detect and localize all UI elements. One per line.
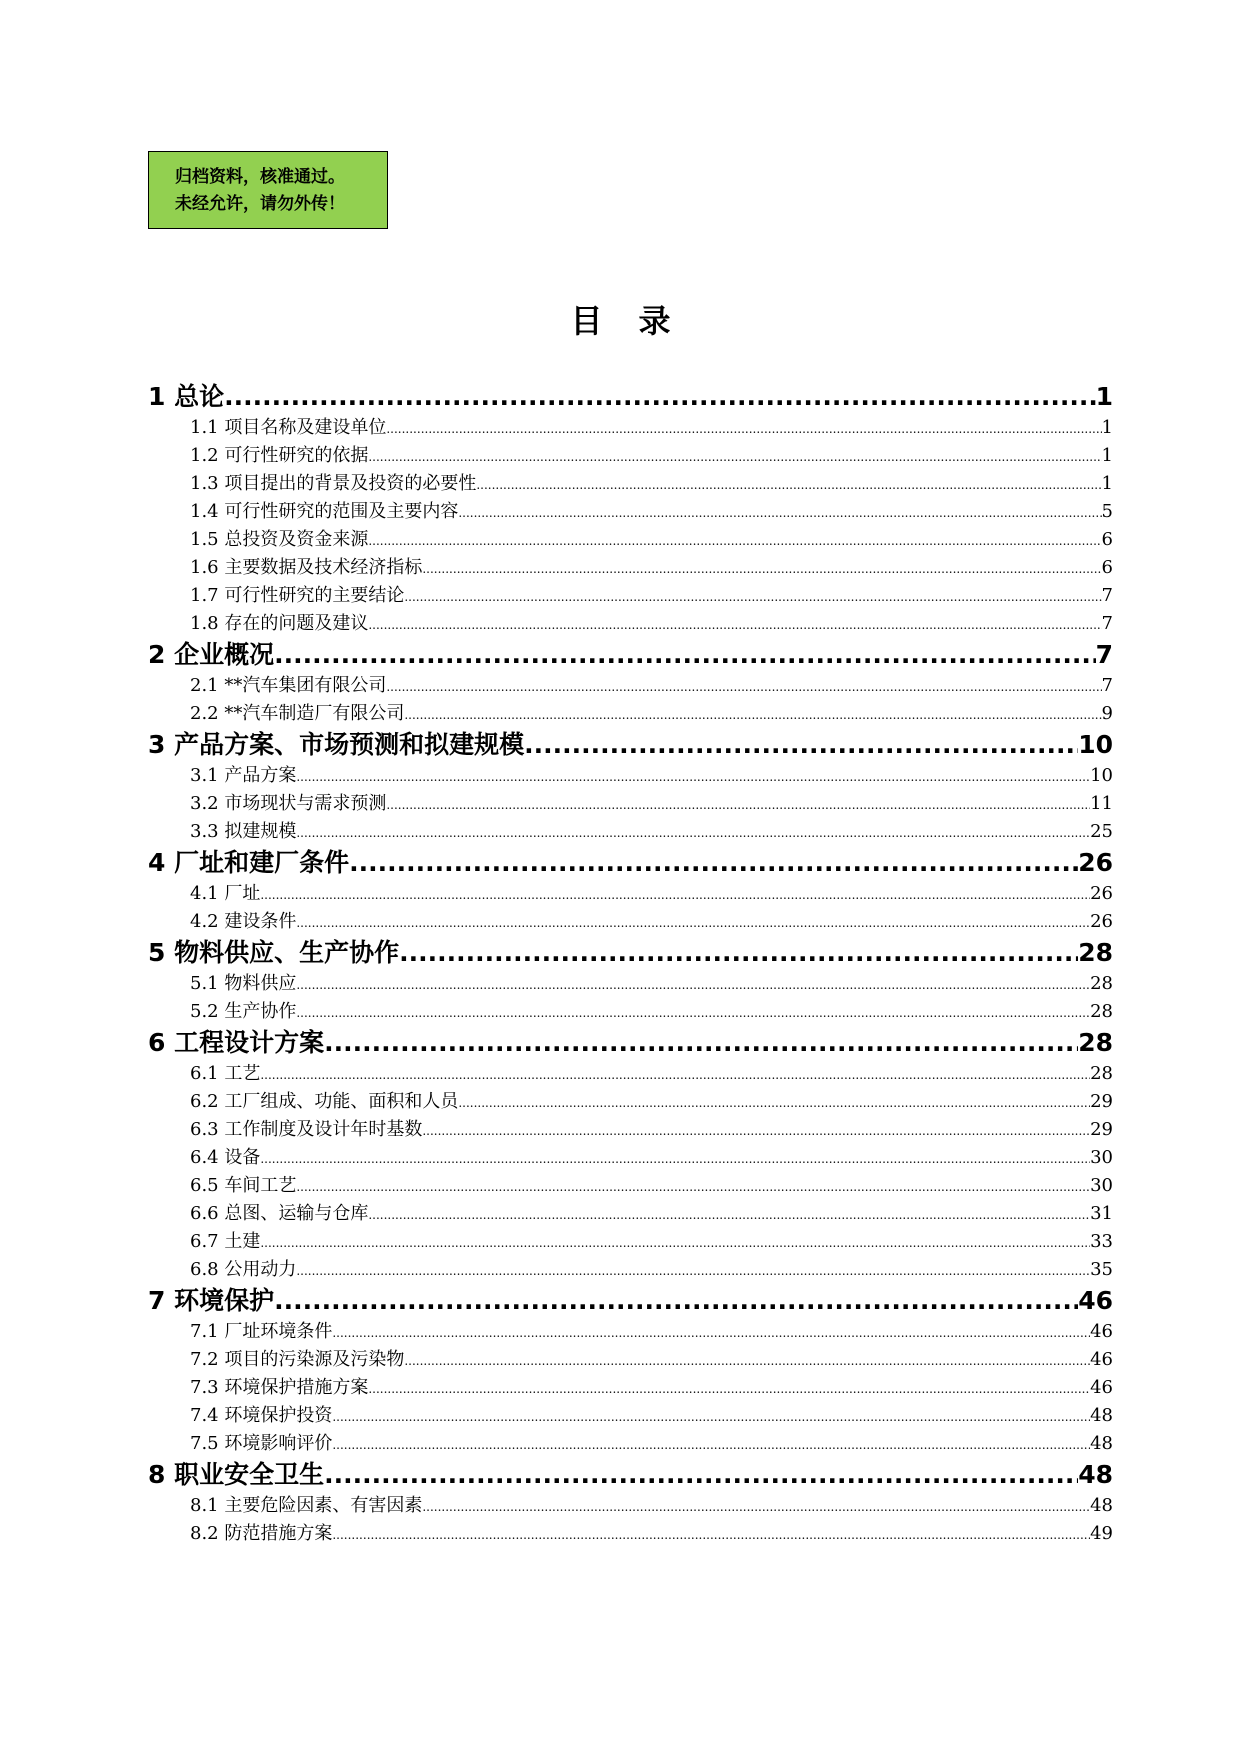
toc-section-label: 1.8 存在的问题及建议 <box>190 613 369 634</box>
toc-section-entry[interactable] <box>148 790 1113 818</box>
toc-section-entry[interactable] <box>148 1346 1113 1374</box>
toc-chapter-label: 7 环境保护 <box>148 1286 275 1315</box>
dot-leader <box>332 1319 1090 1346</box>
toc-section-label: 6.8 公用动力 <box>190 1259 297 1280</box>
toc-chapter-page-number: 10 <box>1078 730 1113 759</box>
toc-chapter-page-number: 26 <box>1078 848 1113 877</box>
toc-section-page-number: 6 <box>1101 557 1113 578</box>
toc-section-page-number: 7 <box>1101 675 1113 696</box>
dot-leader <box>349 846 1078 880</box>
toc-section-label: 3.1 产品方案 <box>190 765 297 786</box>
toc-section-page-number: 46 <box>1090 1349 1113 1370</box>
toc-section-entry[interactable] <box>148 526 1113 554</box>
toc-chapter-page-number: 28 <box>1078 938 1113 967</box>
toc-section-page-number: 28 <box>1090 1063 1113 1084</box>
toc-section-label: 5.2 生产协作 <box>190 1001 297 1022</box>
toc-section-page-number: 48 <box>1090 1495 1113 1516</box>
toc-section-label: 1.3 项目提出的背景及投资的必要性 <box>190 473 477 494</box>
toc-section-page-number: 1 <box>1101 445 1113 466</box>
toc-section-page-number: 30 <box>1090 1147 1113 1168</box>
toc-section-label: 8.1 主要危险因素、有害因素 <box>190 1495 423 1516</box>
toc-section-entry[interactable] <box>148 1060 1113 1088</box>
dot-leader <box>296 763 1090 790</box>
toc-section-label: 7.5 环境影响评价 <box>190 1433 333 1454</box>
toc-section-entry[interactable] <box>148 1088 1113 1116</box>
dot-leader <box>296 1173 1090 1200</box>
toc-section-entry[interactable] <box>148 414 1113 442</box>
toc-section-page-number: 28 <box>1090 1001 1113 1022</box>
toc-section-page-number: 26 <box>1090 911 1113 932</box>
toc-chapter-label: 2 企业概况 <box>148 640 275 669</box>
toc-section-label: 4.1 厂址 <box>190 883 261 904</box>
toc-section-label: 7.3 环境保护措施方案 <box>190 1377 369 1398</box>
toc-section-entry[interactable] <box>148 554 1113 582</box>
dot-leader <box>332 1403 1090 1430</box>
toc-section-page-number: 49 <box>1090 1523 1113 1544</box>
dot-leader <box>386 673 1101 700</box>
toc-section-label: 6.1 工艺 <box>190 1063 261 1084</box>
dot-leader <box>332 1521 1090 1548</box>
toc-chapter-label: 8 职业安全卫生 <box>148 1460 325 1489</box>
dot-leader <box>296 971 1090 998</box>
toc-section-page-number: 1 <box>1101 417 1113 438</box>
toc-section-label: 8.2 防范措施方案 <box>190 1523 333 1544</box>
toc-section-entry[interactable] <box>148 610 1113 638</box>
toc-section-label: 1.5 总投资及资金来源 <box>190 529 369 550</box>
dot-leader <box>296 819 1090 846</box>
dot-leader <box>296 999 1090 1026</box>
toc-section-entry[interactable] <box>148 908 1113 936</box>
dot-leader <box>324 1026 1078 1060</box>
toc-section-entry[interactable] <box>148 1402 1113 1430</box>
toc-section-label: 4.2 建设条件 <box>190 911 297 932</box>
toc-chapter-page-number: 1 <box>1095 382 1113 411</box>
dot-leader <box>399 936 1078 970</box>
toc-chapter-page-number: 46 <box>1078 1286 1113 1315</box>
toc-section-page-number: 29 <box>1090 1119 1113 1140</box>
toc-section-label: 1.4 可行性研究的范围及主要内容 <box>190 501 459 522</box>
toc-chapter-label: 1 总论 <box>148 382 225 411</box>
toc-section-entry[interactable] <box>148 880 1113 908</box>
toc-section-entry[interactable] <box>148 442 1113 470</box>
toc-chapter-entry[interactable] <box>148 728 1113 762</box>
toc-section-label: 2.1 **汽车集团有限公司 <box>190 675 387 696</box>
toc-section-page-number: 33 <box>1090 1231 1113 1252</box>
toc-section-page-number: 5 <box>1101 501 1113 522</box>
dot-leader <box>224 380 1095 414</box>
dot-leader <box>404 583 1101 610</box>
dot-leader <box>476 471 1101 498</box>
toc-section-entry[interactable] <box>148 1256 1113 1284</box>
toc-chapter-page-number: 28 <box>1078 1028 1113 1057</box>
toc-section-entry[interactable] <box>148 672 1113 700</box>
dot-leader <box>368 527 1101 554</box>
toc-section-page-number: 7 <box>1101 613 1113 634</box>
toc-section-page-number: 46 <box>1090 1377 1113 1398</box>
toc-section-page-number: 48 <box>1090 1405 1113 1426</box>
toc-section-entry[interactable] <box>148 1144 1113 1172</box>
table-of-contents <box>148 380 1113 1548</box>
dot-leader <box>368 443 1101 470</box>
toc-section-entry[interactable] <box>148 1228 1113 1256</box>
toc-section-label: 6.4 设备 <box>190 1147 261 1168</box>
dot-leader <box>260 881 1090 908</box>
dot-leader <box>296 909 1090 936</box>
toc-section-label: 1.1 项目名称及建设单位 <box>190 417 387 438</box>
dot-leader <box>332 1431 1090 1458</box>
dot-leader <box>260 1145 1090 1172</box>
toc-section-page-number: 11 <box>1090 793 1113 814</box>
toc-section-entry[interactable] <box>148 1374 1113 1402</box>
toc-section-entry[interactable] <box>148 1520 1113 1548</box>
notice-line-1: 归档资料，核准通过。 <box>175 167 345 187</box>
toc-section-entry[interactable] <box>148 1200 1113 1228</box>
toc-chapter-label: 6 工程设计方案 <box>148 1028 325 1057</box>
dot-leader <box>386 415 1101 442</box>
toc-chapter-entry[interactable] <box>148 846 1113 880</box>
toc-section-label: 3.3 拟建规模 <box>190 821 297 842</box>
toc-section-page-number: 35 <box>1090 1259 1113 1280</box>
dot-leader <box>386 791 1090 818</box>
dot-leader <box>324 1458 1078 1492</box>
toc-section-label: 3.2 市场现状与需求预测 <box>190 793 387 814</box>
toc-section-label: 6.5 车间工艺 <box>190 1175 297 1196</box>
toc-section-entry[interactable] <box>148 582 1113 610</box>
dot-leader <box>368 1375 1090 1402</box>
dot-leader <box>458 499 1101 526</box>
toc-section-entry[interactable] <box>148 1492 1113 1520</box>
toc-section-label: 1.2 可行性研究的依据 <box>190 445 369 466</box>
toc-section-page-number: 10 <box>1090 765 1113 786</box>
toc-section-label: 2.2 **汽车制造厂有限公司 <box>190 703 405 724</box>
dot-leader <box>524 728 1078 762</box>
toc-section-entry[interactable] <box>148 470 1113 498</box>
toc-section-label: 7.2 项目的污染源及污染物 <box>190 1349 405 1370</box>
toc-section-entry[interactable] <box>148 998 1113 1026</box>
toc-section-label: 6.2 工厂组成、功能、面积和人员 <box>190 1091 459 1112</box>
dot-leader <box>274 1284 1078 1318</box>
dot-leader <box>296 1257 1090 1284</box>
notice-line-2: 未经允许，请勿外传！ <box>175 194 345 214</box>
toc-section-page-number: 31 <box>1090 1203 1113 1224</box>
toc-section-label: 7.4 环境保护投资 <box>190 1405 333 1426</box>
toc-section-entry[interactable] <box>148 970 1113 998</box>
dot-leader <box>422 1117 1090 1144</box>
toc-chapter-entry[interactable] <box>148 1458 1113 1492</box>
archive-notice-box <box>148 151 388 229</box>
toc-chapter-entry[interactable] <box>148 936 1113 970</box>
toc-chapter-entry[interactable] <box>148 1284 1113 1318</box>
toc-section-page-number: 30 <box>1090 1175 1113 1196</box>
toc-chapter-label: 3 产品方案、市场预测和拟建规模 <box>148 730 525 759</box>
toc-section-label: 6.6 总图、运输与仓库 <box>190 1203 369 1224</box>
toc-section-page-number: 1 <box>1101 473 1113 494</box>
toc-chapter-label: 5 物料供应、生产协作 <box>148 938 400 967</box>
toc-chapter-page-number: 7 <box>1095 640 1113 669</box>
dot-leader <box>422 1493 1090 1520</box>
toc-section-page-number: 48 <box>1090 1433 1113 1454</box>
toc-section-entry[interactable] <box>148 1172 1113 1200</box>
dot-leader <box>422 555 1101 582</box>
toc-chapter-label: 4 厂址和建厂条件 <box>148 848 350 877</box>
dot-leader <box>260 1061 1090 1088</box>
toc-section-label: 5.1 物料供应 <box>190 973 297 994</box>
toc-section-label: 6.3 工作制度及设计年时基数 <box>190 1119 423 1140</box>
toc-section-entry[interactable] <box>148 498 1113 526</box>
toc-section-page-number: 26 <box>1090 883 1113 904</box>
dot-leader <box>404 1347 1090 1374</box>
toc-section-label: 6.7 土建 <box>190 1231 261 1252</box>
toc-section-entry[interactable] <box>148 818 1113 846</box>
toc-chapter-entry[interactable] <box>148 1026 1113 1060</box>
toc-section-page-number: 9 <box>1101 703 1113 724</box>
dot-leader <box>260 1229 1090 1256</box>
dot-leader <box>404 701 1101 728</box>
toc-title: 目录 <box>570 302 707 340</box>
toc-section-entry[interactable] <box>148 1116 1113 1144</box>
toc-section-page-number: 28 <box>1090 973 1113 994</box>
toc-section-entry[interactable] <box>148 700 1113 728</box>
dot-leader <box>368 611 1101 638</box>
toc-section-label: 1.6 主要数据及技术经济指标 <box>190 557 423 578</box>
toc-section-label: 7.1 厂址环境条件 <box>190 1321 333 1342</box>
dot-leader <box>368 1201 1090 1228</box>
toc-section-page-number: 25 <box>1090 821 1113 842</box>
toc-section-page-number: 6 <box>1101 529 1113 550</box>
toc-section-page-number: 7 <box>1101 585 1113 606</box>
dot-leader <box>458 1089 1090 1116</box>
toc-chapter-entry[interactable] <box>148 380 1113 414</box>
toc-section-page-number: 29 <box>1090 1091 1113 1112</box>
dot-leader <box>274 638 1095 672</box>
toc-section-entry[interactable] <box>148 1430 1113 1458</box>
toc-section-page-number: 46 <box>1090 1321 1113 1342</box>
toc-chapter-page-number: 48 <box>1078 1460 1113 1489</box>
toc-section-entry[interactable] <box>148 762 1113 790</box>
toc-chapter-entry[interactable] <box>148 638 1113 672</box>
toc-section-label: 1.7 可行性研究的主要结论 <box>190 585 405 606</box>
toc-section-entry[interactable] <box>148 1318 1113 1346</box>
